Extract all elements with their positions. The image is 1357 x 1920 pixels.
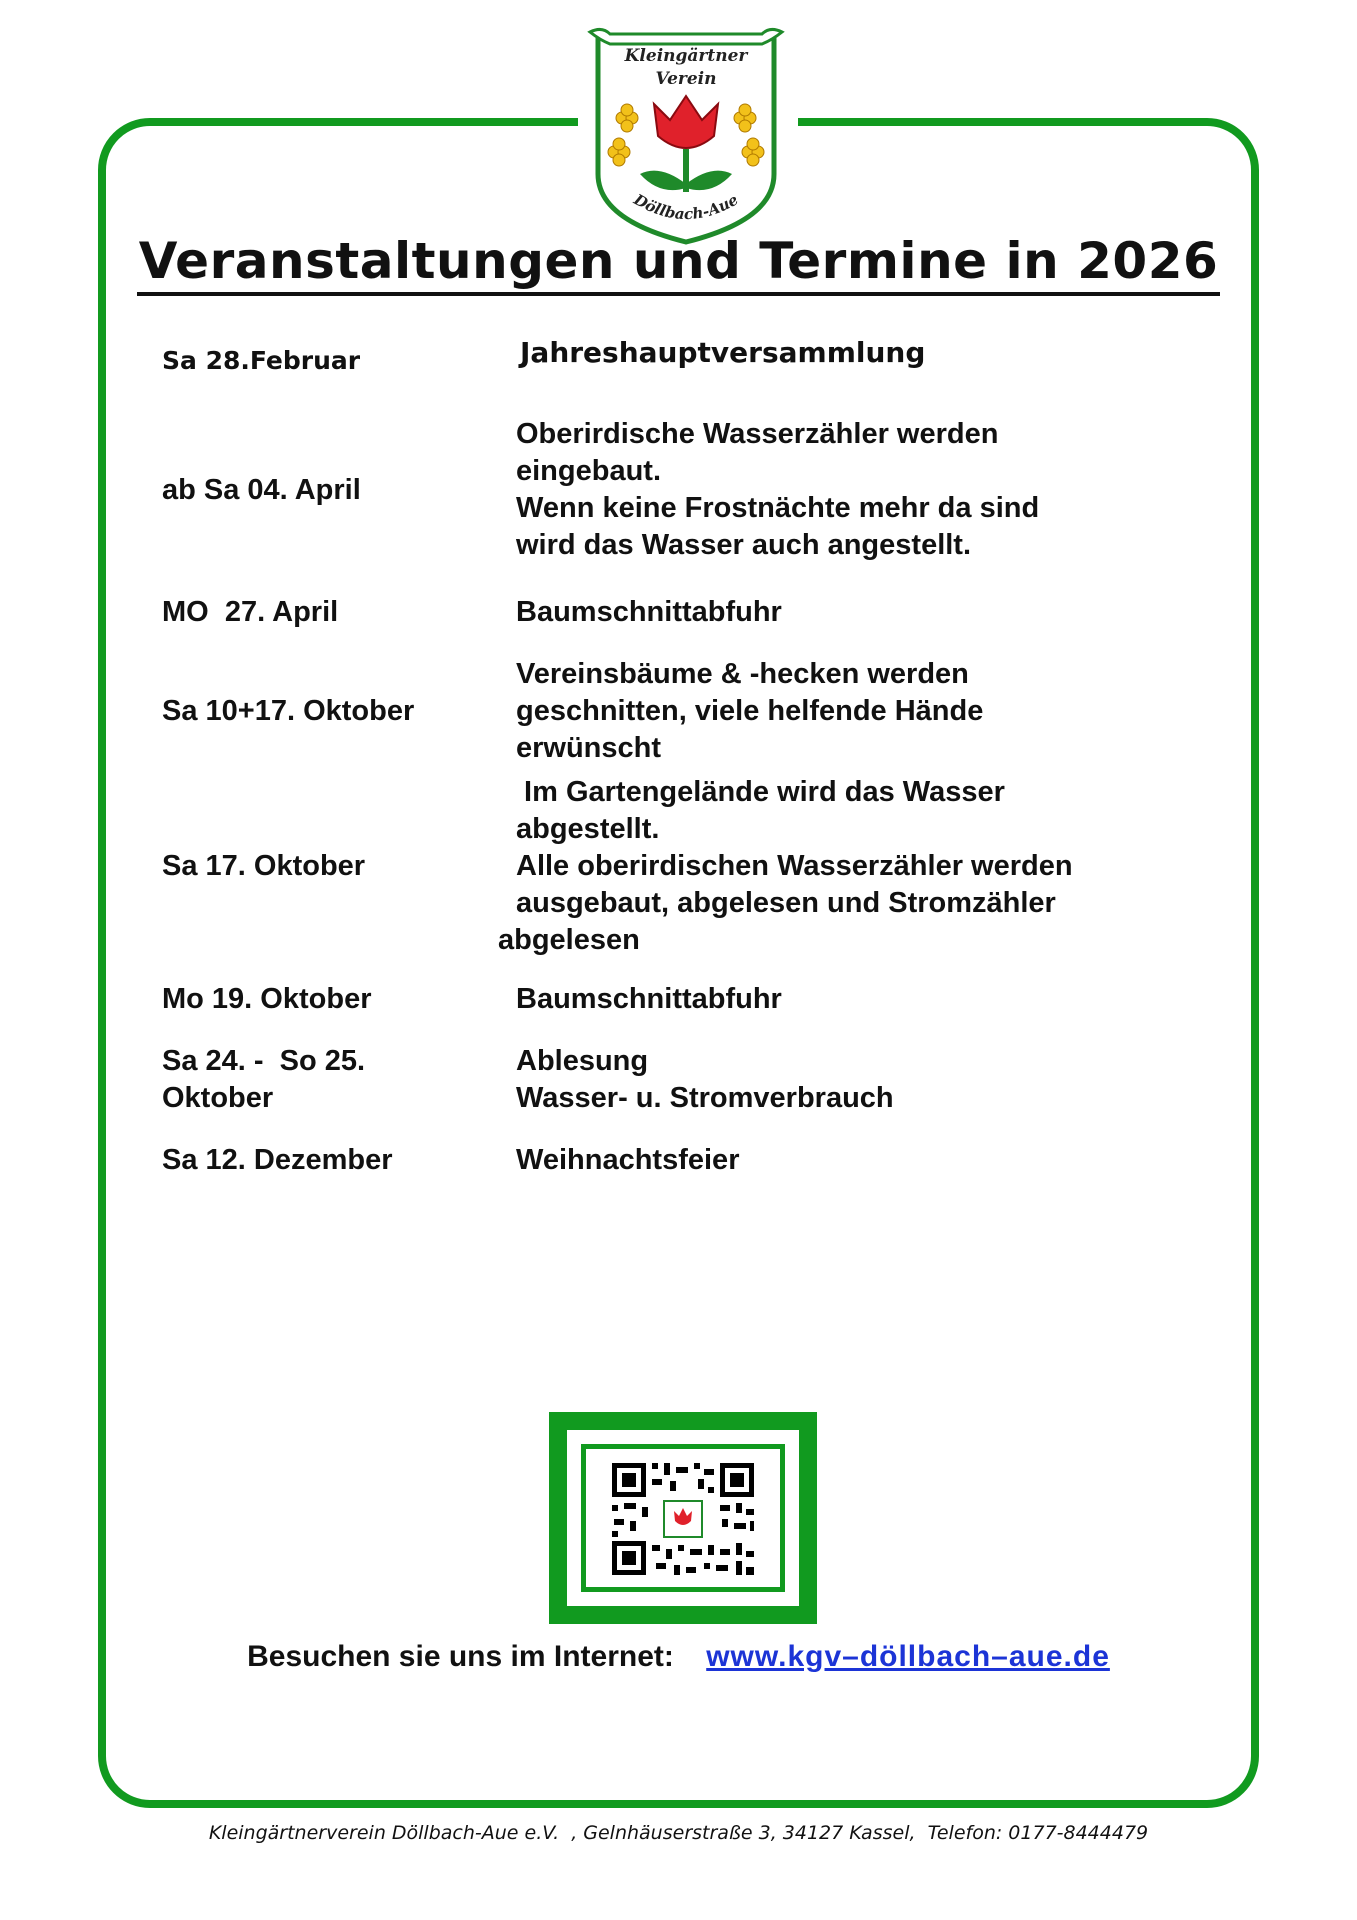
club-crest-logo: [584, 24, 788, 246]
event-text-line: Alle oberirdischen Wasserzähler werden: [516, 850, 1073, 882]
event-text-line: Ablesung: [516, 1045, 649, 1077]
event-date-line: Oktober: [162, 1082, 274, 1114]
event-text-line: Baumschnittabfuhr: [516, 983, 782, 1015]
crest-text-line2: Verein: [655, 69, 717, 89]
event-text-line: Jahreshauptversammlung: [520, 336, 926, 369]
event-text: [516, 656, 983, 767]
event-date: [162, 848, 365, 885]
website-link[interactable]: www.kgv–döllbach–aue.de: [706, 1640, 1110, 1673]
event-text: [520, 334, 925, 371]
event-text: [516, 1142, 739, 1179]
event-text-line: ausgebaut, abgelesen und Stromzähler: [516, 887, 1056, 919]
event-text-line: Oberirdische Wasserzähler werden: [516, 418, 999, 450]
qr-code-panel: [581, 1444, 785, 1592]
page-title-text: Veranstaltungen und Termine in 2026: [137, 232, 1221, 296]
event-date-line: Sa 12. Dezember: [162, 1144, 393, 1176]
crest-arc-text: Döllbach-Aue: [630, 190, 742, 224]
event-date-line: Mo 19. Oktober: [162, 983, 372, 1015]
event-date: [162, 1142, 393, 1179]
page-title: [0, 232, 1357, 290]
event-text: [516, 1043, 894, 1117]
event-date: [162, 1043, 365, 1117]
qr-code-icon[interactable]: [586, 1449, 780, 1587]
event-date-line: ab Sa 04. April: [162, 474, 361, 506]
event-date-line: Sa 28.Februar: [162, 346, 361, 375]
event-text: [498, 774, 1073, 959]
event-date: [162, 693, 414, 730]
qr-code-inner: [567, 1430, 799, 1606]
event-text-line: wird das Wasser auch angestellt.: [516, 529, 972, 561]
event-date-line: MO 27. April: [162, 596, 339, 628]
event-text: [516, 981, 782, 1018]
footer-address: Kleingärtnerverein Döllbach-Aue e.V. , Gelnhäuserstraße 3, 34127 Kassel, Telefon: 0177-8444479: [208, 1822, 1149, 1844]
event-date-line: Sa 17. Oktober: [162, 850, 366, 882]
event-text: [516, 594, 782, 631]
event-text-line: erwünscht: [516, 732, 662, 764]
event-text-line: Vereinsbäume & -hecken werden: [516, 658, 969, 690]
event-date: [162, 981, 372, 1018]
crest-banner: [590, 29, 782, 44]
event-text-line: Wenn keine Frostnächte mehr da sind: [516, 492, 1040, 524]
event-text-line: eingebaut.: [516, 455, 662, 487]
event-date: [162, 472, 361, 509]
event-text-line: Weihnachtsfeier: [516, 1144, 740, 1176]
internet-line: [0, 1640, 1357, 1674]
internet-label: Besuchen sie uns im Internet:: [247, 1640, 674, 1673]
event-date-line: Sa 24. - So 25.: [162, 1045, 366, 1077]
event-text-line: abgelesen: [498, 924, 640, 956]
qr-code-frame: [549, 1412, 817, 1624]
event-text-line: Baumschnittabfuhr: [516, 596, 782, 628]
event-text-line: Im Gartengelände wird das Wasser: [516, 776, 1005, 808]
event-text-line: geschnitten, viele helfende Hände: [516, 695, 984, 727]
event-date: [162, 342, 360, 379]
event-text: [516, 416, 1039, 564]
event-date: [162, 594, 338, 631]
event-text-line: Wasser- u. Stromverbrauch: [516, 1082, 894, 1114]
event-text-line: abgestellt.: [516, 813, 660, 845]
crest-text-line1: Kleingärtner: [624, 46, 748, 66]
event-date-line: Sa 10+17. Oktober: [162, 695, 415, 727]
